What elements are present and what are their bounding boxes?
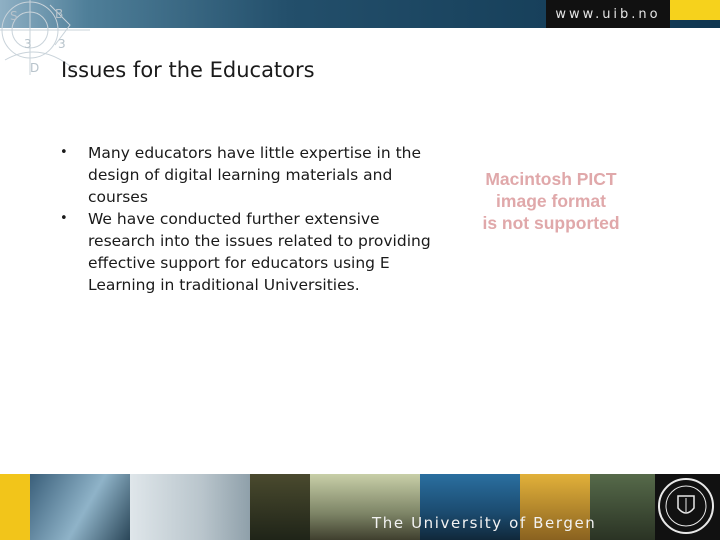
placeholder-line: image format — [496, 191, 606, 211]
banner-photo-tile — [130, 474, 250, 540]
bullet-text: We have conducted further extensive research into the issues related to providing effective support for educators using E Learning in traditional Universities. — [88, 210, 431, 294]
bullet-dot-icon: • — [60, 211, 68, 226]
banner-photo-tile — [250, 474, 310, 540]
placeholder-line: is not supported — [482, 213, 620, 233]
bullet-list — [60, 142, 440, 296]
svg-text:3: 3 — [58, 37, 66, 51]
svg-text:D: D — [30, 61, 40, 75]
bullet-item — [60, 142, 440, 208]
banner-photo-tile — [30, 474, 130, 540]
header-accent-tab — [670, 0, 720, 20]
footer-university-name: The University of Bergen — [372, 514, 597, 532]
bullet-dot-icon: • — [60, 145, 68, 160]
slide-title: Issues for the Educators — [61, 58, 315, 82]
university-seal-icon — [656, 476, 716, 536]
header-url: www.uib.no — [546, 0, 670, 28]
bullet-text: Many educators have little expertise in the design of digital learning materials and courses — [88, 144, 422, 206]
image-placeholder — [470, 168, 632, 234]
bullet-item — [60, 208, 440, 296]
svg-text:S: S — [10, 9, 18, 23]
banner-photo-tile — [0, 474, 30, 540]
bottom-banner — [0, 474, 720, 540]
svg-text:3: 3 — [24, 37, 32, 51]
svg-text:B: B — [55, 7, 64, 21]
placeholder-line: Macintosh PICT — [485, 169, 617, 189]
